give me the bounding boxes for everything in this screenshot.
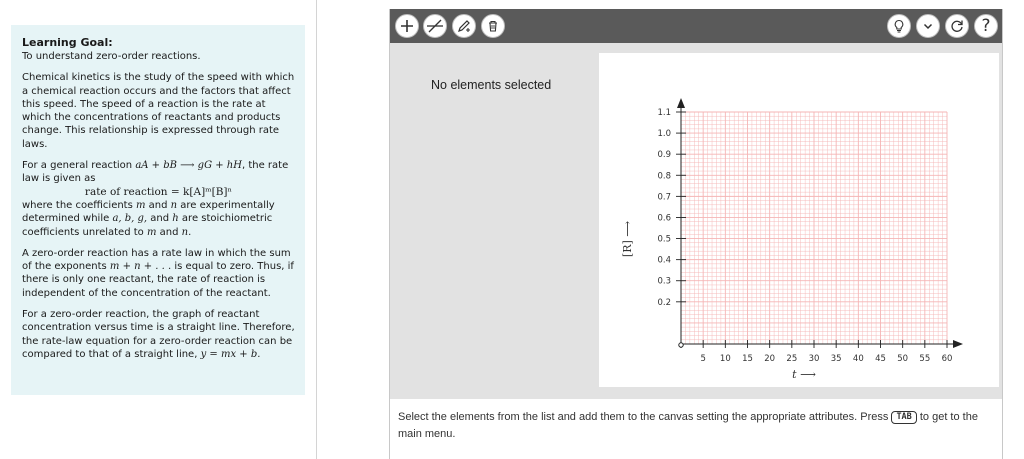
instructions-text-before: Select the elements from the list and add them to the canvas setting the appropriate attributes. Press [398,411,892,423]
zero-order-text-a: A zero-order reaction has a rate law in which the sum of the exponents [22,247,291,273]
y-tick-label: 0.4 [657,255,671,266]
edit-button[interactable] [452,14,476,38]
goal-title: Learning Goal: [22,36,113,49]
coefficients-paragraph [22,199,295,239]
rate-law-equation: rate of reaction = k[A]ᵐ[B]ⁿ [84,185,233,198]
x-tick-label: 20 [764,354,776,364]
axes [677,98,963,348]
coeff-text-g: . [188,226,192,238]
x-tick-label: 10 [719,354,731,364]
x-tick-label: 55 [919,354,931,364]
y-tick-label: 1.0 [657,129,671,140]
y-axis-label: [R] ⟶ [621,220,634,258]
general-reaction-prefix: For a general reaction [22,160,136,172]
coeff-text-a: where the coefficients [22,199,136,211]
concentration-time-chart [599,53,999,387]
coeff-text-d: and [147,213,173,225]
general-reaction-suffix: , the rate law is given as [22,160,289,185]
menu-dropdown-button[interactable] [916,14,940,38]
zero-order-text-b: is equal to zero. Thus, if there is only one reactant, the rate of reaction is independent of the concentration of the reactant. [22,261,294,299]
tab-key-badge: TAB [891,411,916,424]
help-button[interactable] [974,14,998,38]
y-tick-label: 0.5 [657,234,671,245]
general-reaction-paragraph [22,159,295,186]
x-tick-label: 50 [897,354,909,364]
edit-icon [456,18,472,34]
learning-goal-panel [11,25,305,395]
coeff-text-f: and [156,226,182,238]
reset-button[interactable] [945,14,969,38]
x-axis-arrow [953,340,963,348]
line-tool-icon [426,17,444,35]
hint-button[interactable] [887,14,911,38]
goal-text: To understand zero-order reactions. [22,51,201,62]
y-tick-label: 0.3 [657,276,671,287]
x-tick-label: 35 [830,354,842,364]
y-tick-label: 0.9 [657,150,671,161]
coeff-text-e: are stoichiometric coefficients unrelated to [22,213,273,238]
y-tick-label: 1.1 [657,108,671,118]
zero-order-paragraph [22,247,295,300]
x-tick-label: 25 [786,354,798,364]
grid [681,112,947,344]
toolbar [390,9,1002,43]
coeff-n2: n [181,226,189,238]
instructions [390,399,1002,459]
reset-icon [949,18,965,34]
graph-canvas[interactable] [599,53,999,387]
line-tool-button[interactable] [423,14,447,38]
coeff-m2: m [146,226,157,238]
coeff-n: n [170,199,178,211]
coeff-stoich: a, b, g, [112,213,148,225]
coeff-m: m [136,199,146,211]
add-button[interactable] [395,14,419,38]
instructions-text-after: to get to the main menu. [398,411,978,440]
x-tick-label: 5 [700,354,706,364]
x-tick-label: 15 [742,354,753,364]
add-icon [399,18,415,34]
panel-divider [316,0,317,459]
coeff-h: h [172,213,179,225]
straight-line-text-b: . [257,348,261,360]
trash-icon [486,19,500,33]
x-tick-label: 60 [941,354,953,364]
y-tick-label: 0.7 [657,192,671,203]
coeff-text-c: are experimentally determined while [22,199,275,225]
straight-line-text-a: For a zero-order reaction, the graph of reactant concentration versus time is a straight line. Therefore, the rate-law equation for a zero-order reaction can be compared to that of a straight line, [22,309,295,360]
y-tick-label: 0.6 [657,213,671,224]
help-icon: ? [981,16,991,36]
selection-status: No elements selected [431,78,552,92]
x-tick-label: 45 [875,354,886,364]
general-reaction-equation: aA + bB ⟶ gG + hH [135,160,242,172]
line-equation: y = mx + b [200,348,258,360]
y-tick-label: 0.2 [657,297,671,308]
chevron-down-icon [921,19,935,33]
origin-marker [679,343,683,347]
coeff-text-b: and [145,199,171,211]
x-axis-label: t ⟶ [792,368,816,381]
drawing-tool [389,9,1003,459]
straight-line-paragraph [22,308,295,361]
hint-icon [891,18,907,34]
exponent-sum: m + n + . . . [109,261,172,273]
kinetics-paragraph: Chemical kinetics is the study of the speed with which a chemical reaction occurs and the factors that affect this speed. The speed of a reaction is the rate at which the concentrations of reactants and products change. This relationship is expressed through rate laws. [22,72,295,150]
y-axis-arrow [677,98,685,108]
y-tick-label: 0.8 [657,171,671,182]
x-tick-label: 30 [808,354,820,364]
delete-button[interactable] [481,14,505,38]
x-tick-label: 40 [852,354,864,364]
